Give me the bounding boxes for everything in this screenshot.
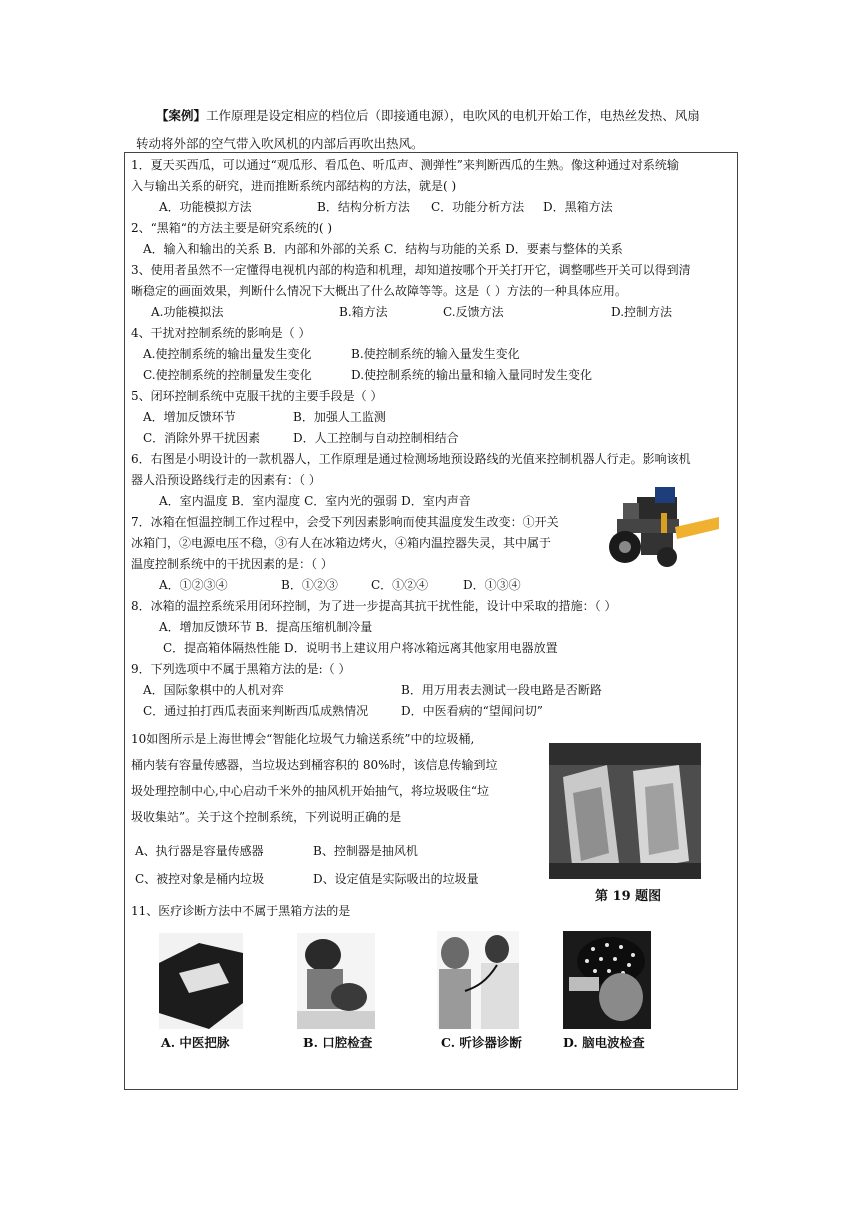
q10-option-b: B、控制器是抽风机 (313, 844, 418, 858)
q3-option-a: A.功能模拟法 (151, 305, 224, 319)
q1-line-2: 入与输出关系的研究，进而推断系统内部结构的方法，就是( ) (131, 179, 457, 193)
q4-stem: 4、干扰对控制系统的影响是（ ） (131, 326, 311, 340)
q10-line-2: 桶内装有容量传感器，当垃圾达到桶容积的 80%时，该信息传输到垃 (131, 758, 498, 772)
q4-option-c: C.使控制系统的控制量发生变化 (143, 368, 312, 382)
q7-option-a: A．①②③④ (159, 578, 228, 592)
q10-option-c: C、被控对象是桶内垃圾 (135, 872, 265, 886)
case-line-1: 工作原理是设定相应的档位后（即接通电源），电吹风的电机开始工作，电热丝发热、风扇 (206, 108, 700, 123)
oral-exam-photo (297, 933, 375, 1029)
q3-line-2: 晰稳定的画面效果，判断什么情况下大概出了什么故障等等。这是（ ）方法的一种具体应用。 (131, 284, 627, 298)
case-label: 【案例】 (156, 108, 207, 123)
q4-option-a: A.使控制系统的输出量发生变化 (143, 347, 312, 361)
question-box (124, 152, 738, 1090)
q10-line-4: 圾收集站”。关于这个控制系统，下列说明正确的是 (131, 810, 402, 824)
q4-option-d: D.使控制系统的输出量和输入量同时发生变化 (351, 368, 593, 382)
q3-option-b: B.箱方法 (339, 305, 388, 319)
q11-caption-d: D. 脑电波检查 (563, 1035, 645, 1050)
trash-bin-photo (549, 743, 701, 879)
q7-option-d: D．①③④ (463, 578, 521, 592)
q9-option-a: A．国际象棋中的人机对弈 (143, 683, 284, 697)
q10-line-3: 圾处理控制中心,中心启动千米外的抽风机开始抽气，将垃圾吸住“垃 (131, 784, 489, 798)
q6-line-2: 器人沿预设路线行走的因素有：（ ） (131, 473, 321, 487)
robot-image (603, 483, 721, 575)
q9-stem: 9．下列选项中不属于黑箱方法的是:（ ） (131, 662, 351, 676)
q3-line-1: 3、使用者虽然不一定懂得电视机内部的构造和机理，却知道按哪个开关打开它，调整哪些开关可以得到清 (131, 263, 691, 277)
eeg-photo (563, 931, 651, 1029)
q5-option-a: A．增加反馈环节 (143, 410, 236, 424)
stethoscope-photo (437, 931, 519, 1029)
q10-option-d: D、设定值是实际吸出的垃圾量 (313, 872, 479, 886)
q7-option-b: B．①②③ (281, 578, 338, 592)
q11-caption-b: B. 口腔检查 (303, 1035, 373, 1050)
q2-options: A．输入和输出的关系 B．内部和外部的关系 C．结构与功能的关系 D．要素与整体的关系 (143, 242, 623, 256)
pulse-diagnosis-photo (159, 933, 243, 1029)
q6-line-1: 6．右图是小明设计的一款机器人，工作原理是通过检测场地预设路线的光值来控制机器人行走。影响该机 (131, 452, 691, 466)
q10-option-a: A、执行器是容量传感器 (135, 844, 264, 858)
q8-stem: 8．冰箱的温控系统采用闭环控制，为了进一步提高其抗干扰性能，设计中采取的措施：（ ） (131, 599, 617, 613)
q1-option-d: D．黑箱方法 (543, 200, 613, 214)
q4-option-b: B.使控制系统的输入量发生变化 (351, 347, 520, 361)
q5-option-b: B．加强人工监测 (293, 410, 386, 424)
q2-stem: 2、“黑箱“的方法主要是研究系统的( ) (131, 221, 333, 235)
q10-figure-caption: 第 19 题图 (595, 889, 662, 904)
q7-line-1: 7．冰箱在恒温控制工作过程中，会受下列因素影响而使其温度发生改变：①开关 (131, 515, 559, 529)
q9-option-c: C．通过拍打西瓜表面来判断西瓜成熟情况 (143, 704, 369, 718)
q10-line-1: 10如图所示是上海世博会“智能化垃圾气力输送系统”中的垃圾桶, (131, 732, 475, 746)
q8-options-cd: C．提高箱体隔热性能 D．说明书上建议用户将冰箱远离其他家用电器放置 (163, 641, 558, 655)
q11-stem: 11、医疗诊断方法中不属于黑箱方法的是 (131, 904, 351, 918)
q1-option-c: C．功能分析方法 (431, 200, 525, 214)
q5-stem: 5、闭环控制系统中克服干扰的主要手段是（ ） (131, 389, 383, 403)
q9-option-d: D．中医看病的“望闻问切” (401, 704, 543, 718)
case-line-2: 转动将外部的空气带入吹风机的内部后再吹出热风。 (136, 136, 424, 151)
q1-option-b: B．结构分析方法 (317, 200, 410, 214)
q11-caption-c: C. 听诊器诊断 (441, 1035, 522, 1050)
q3-option-d: D.控制方法 (611, 305, 673, 319)
q3-option-c: C.反馈方法 (443, 305, 504, 319)
q7-line-3: 温度控制系统中的干扰因素的是：（ ） (131, 557, 333, 571)
q1-option-a: A．功能模拟方法 (159, 200, 252, 214)
q6-options: A．室内温度 B．室内湿度 C．室内光的强弱 D．室内声音 (159, 494, 471, 508)
q9-option-b: B．用万用表去测试一段电路是否断路 (401, 683, 602, 697)
q7-line-2: 冰箱门，②电源电压不稳，③有人在冰箱边烤火，④箱内温控器失灵，其中属于 (131, 536, 552, 550)
q7-option-c: C．①②④ (371, 578, 429, 592)
q8-options-ab: A．增加反馈环节 B．提高压缩机制冷量 (159, 620, 373, 634)
case-paragraph (136, 102, 756, 158)
q5-option-c: C．消除外界干扰因素 (143, 431, 261, 445)
q5-option-d: D．人工控制与自动控制相结合 (293, 431, 459, 445)
q11-caption-a: A. 中医把脉 (161, 1035, 230, 1050)
q1-line-1: 1．夏天买西瓜，可以通过“观瓜形、看瓜色、听瓜声、测弹性”来判断西瓜的生熟。像这种通过对系统输 (131, 158, 679, 172)
